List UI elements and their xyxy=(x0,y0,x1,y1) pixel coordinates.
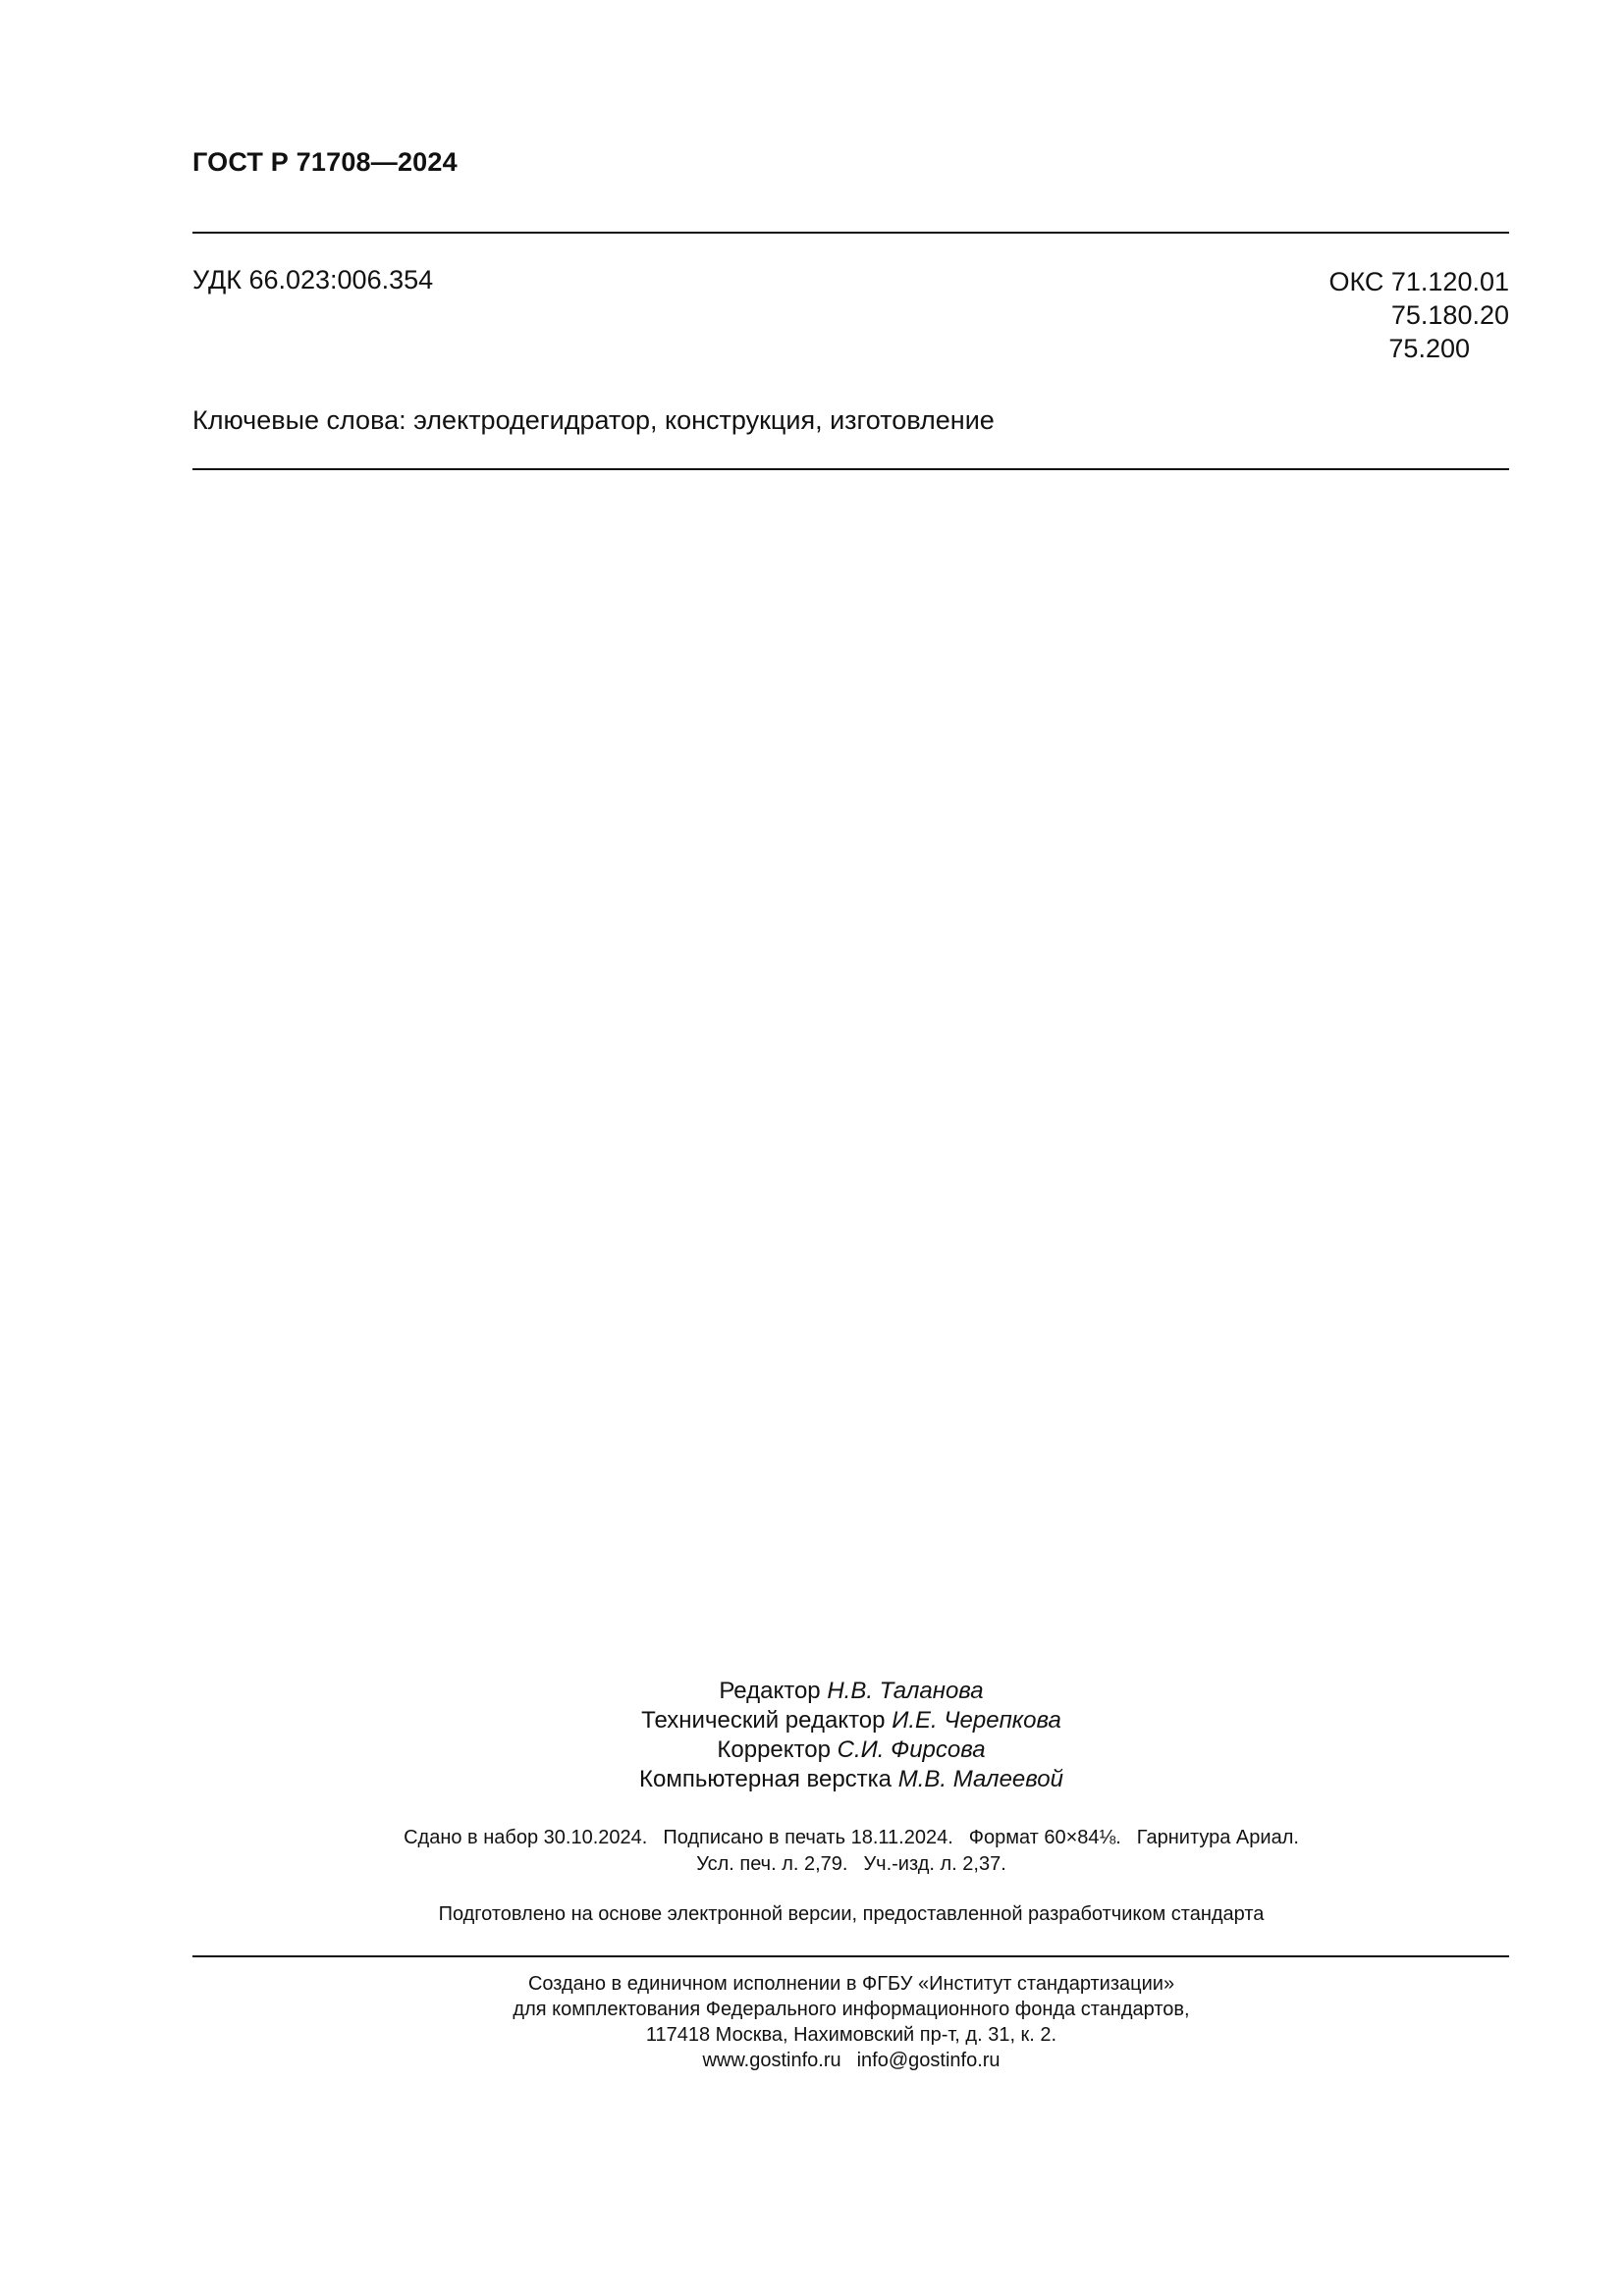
publisher-line: Создано в единичном исполнении в ФГБУ «Институт стандартизации» xyxy=(527,1973,1175,1995)
staff-line xyxy=(0,1677,1624,1706)
staff-role: Технический редактор xyxy=(641,1707,886,1734)
oks-code-line: 75.180.20 xyxy=(1390,300,1509,330)
paper-format: Формат 60×84⅛. xyxy=(968,1827,1121,1848)
oks-code-line: 75.200 xyxy=(1388,334,1470,363)
imprint-line xyxy=(0,1851,1624,1878)
staff-role: Корректор xyxy=(717,1736,831,1763)
staff-person: С.И. Фирсова xyxy=(837,1736,986,1763)
staff-person: Н.В. Таланова xyxy=(827,1678,984,1704)
footer-divider xyxy=(192,1955,1509,1957)
staff-person: И.Е. Черепкова xyxy=(892,1707,1061,1734)
staff-person: М.В. Малеевой xyxy=(897,1766,1063,1792)
udk-code: УДК 66.023:006.354 xyxy=(192,265,434,294)
prepared-note: Подготовлено на основе электронной версии, предоставленной разработчиком стандарта xyxy=(438,1903,1265,1925)
imprint-line xyxy=(0,1825,1624,1851)
submitted-date: Сдано в набор 30.10.2024. xyxy=(404,1827,648,1848)
oks-code-line: ОКС 71.120.01 xyxy=(1328,267,1509,296)
staff-line xyxy=(0,1735,1624,1765)
top-divider xyxy=(192,232,1509,234)
imprint-info xyxy=(0,1825,1624,1878)
staff-role: Редактор xyxy=(719,1678,821,1704)
staff-line xyxy=(0,1765,1624,1794)
document-code: ГОСТ Р 71708—2024 xyxy=(192,147,458,177)
website-link[interactable]: www.gostinfo.ru xyxy=(702,2050,841,2071)
keywords-divider xyxy=(192,468,1509,470)
publisher-line: для комплектования Федерального информационного фонда стандартов, xyxy=(513,1999,1190,2020)
publisher-sheets: Уч.-изд. л. 2,37. xyxy=(863,1853,1006,1875)
staff-line xyxy=(0,1706,1624,1735)
print-sheets: Усл. печ. л. 2,79. xyxy=(696,1853,848,1875)
publisher-info xyxy=(0,1971,1624,2073)
typeface: Гарнитура Ариал. xyxy=(1136,1827,1299,1848)
staff-credits xyxy=(0,1677,1624,1794)
signed-date: Подписано в печать 18.11.2024. xyxy=(663,1827,953,1848)
oks-codes xyxy=(1328,265,1509,365)
email-link[interactable]: info@gostinfo.ru xyxy=(856,2050,1001,2071)
keywords: Ключевые слова: электродегидратор, конструкция, изготовление xyxy=(192,405,995,435)
publisher-line: 117418 Москва, Нахимовский пр-т, д. 31, к. 2. xyxy=(645,2024,1057,2046)
staff-role: Компьютерная верстка xyxy=(639,1766,893,1792)
publisher-contacts xyxy=(0,2048,1624,2073)
